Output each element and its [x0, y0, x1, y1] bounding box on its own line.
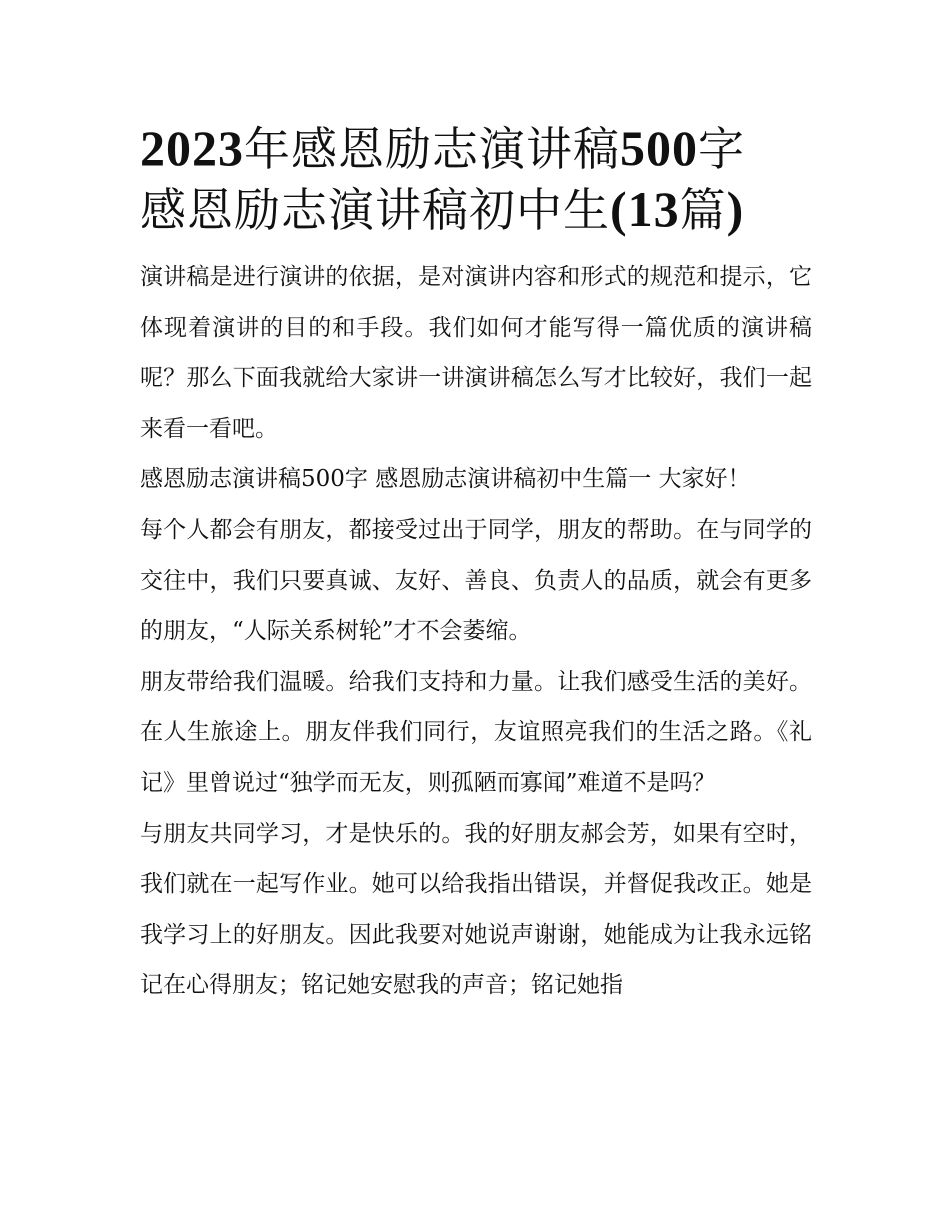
title-line-1: 2023年感恩励志演讲稿500字 [140, 120, 745, 176]
document-page [140, 118, 812, 1011]
paragraph-warmth: 朋友带给我们温暖。给我们支持和力量。让我们感受生活的美好。在人生旅途上。朋友伴我们同行，友谊照亮我们的生活之路。《礼记》里曾说过“独学而无友，则孤陋而寡闻”难道不是吗？ [140, 668, 812, 796]
paragraph-friends: 每个人都会有朋友，都接受过出于同学，朋友的帮助。在与同学的交往中，我们只要真诚、友好、善良、负责人的品质，就会有更多的朋友，“人际关系树轮”才不会萎缩。 [140, 516, 812, 645]
paragraph-study: 与朋友共同学习，才是快乐的。我的好朋友郝会芳，如果有空时，我们就在一起写作业。她可以给我指出错误，并督促我改正。她是我学习上的好朋友。因此我要对她说声谢谢，她能成为让我永远铭记在心得朋友；铭记她安慰我的声音；铭记她指 [140, 820, 812, 999]
title-line-2: 感恩励志演讲稿初中生(13篇) [140, 181, 745, 237]
document-body [140, 252, 812, 1011]
document-title [140, 118, 812, 240]
paragraph-intro: 演讲稿是进行演讲的依据，是对演讲内容和形式的规范和提示，它体现着演讲的目的和手段。我们如何才能写得一篇优质的演讲稿呢？那么下面我就给大家讲一讲演讲稿怎么写才比较好，我们一起来看一看吧。 [140, 264, 812, 442]
paragraph-section-heading: 感恩励志演讲稿500字 感恩励志演讲稿初中生篇一 大家好！ [140, 466, 751, 493]
